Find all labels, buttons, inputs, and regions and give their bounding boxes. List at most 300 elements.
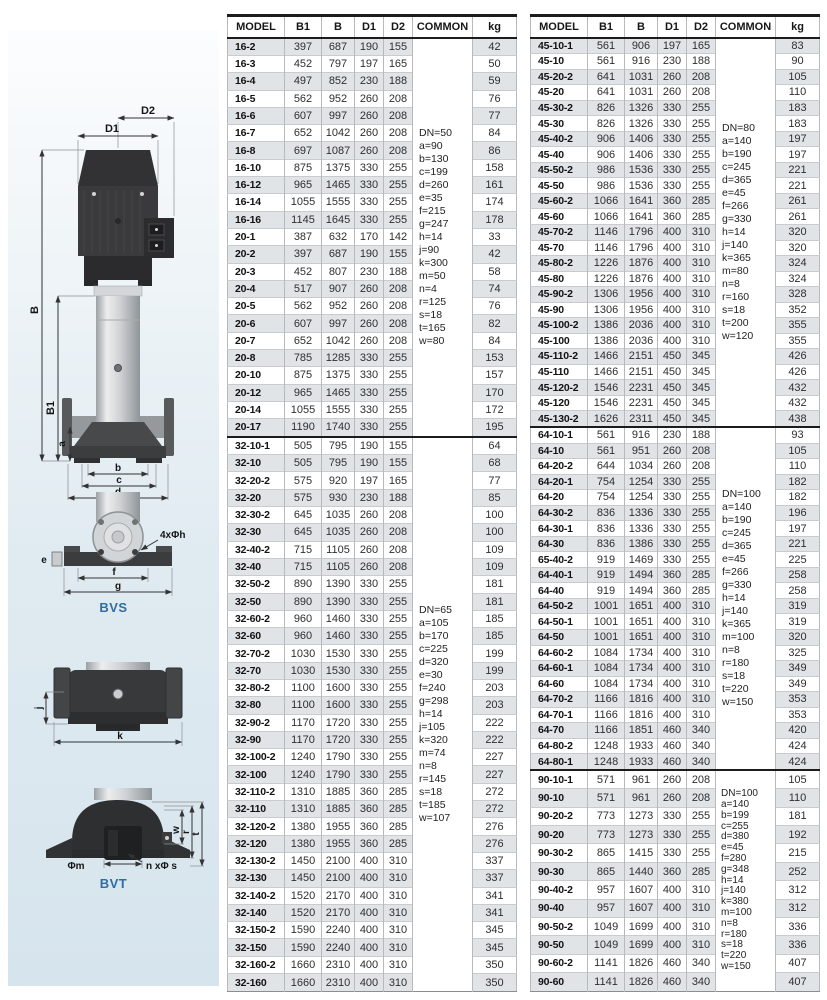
model-cell: 16-12 (228, 177, 285, 194)
model-cell: 32-90-2 (228, 714, 285, 731)
weight-cell: 174 (473, 194, 517, 211)
model-cell: 32-160 (228, 974, 285, 992)
weight-cell: 432 (776, 380, 820, 396)
dimension-cell: 208 (384, 142, 413, 159)
model-cell: 32-20-2 (228, 472, 285, 489)
model-cell: 45-70 (531, 240, 588, 256)
table-row (228, 211, 517, 228)
dimension-cell: 260 (355, 142, 384, 159)
table-row (531, 614, 820, 630)
dimension-cell: 330 (658, 147, 687, 163)
column-header-b1: B1 (285, 16, 322, 38)
dimension-cell: 208 (384, 558, 413, 575)
dimension-cell: 230 (658, 427, 687, 443)
dimension-cell: 330 (355, 177, 384, 194)
dimension-cell: 400 (658, 881, 687, 899)
bvt-base-drawing (8, 788, 219, 888)
dimension-cell: 1415 (625, 844, 658, 862)
table-row (531, 536, 820, 552)
header-row (228, 16, 517, 38)
dimension-cell: 260 (355, 541, 384, 558)
dimension-cell: 255 (687, 147, 716, 163)
weight-cell: 221 (776, 536, 820, 552)
dimension-cell: 255 (687, 807, 716, 825)
dimension-cell: 400 (658, 936, 687, 954)
dimension-cell: 360 (355, 835, 384, 852)
dimension-cell: 890 (285, 576, 322, 593)
common-dimensions-cell: DN=80 a=140 b=190 c=245 d=365 e=45 f=266 g=330 h=14 j=140 k=365 m=80 n=8 r=160 s=18 t=200 w=120 (716, 38, 776, 427)
model-cell: 45-130-2 (531, 411, 588, 427)
base-side-drawing (8, 662, 219, 757)
dimension-cell: 1956 (625, 302, 658, 318)
model-cell: 32-70 (228, 662, 285, 679)
model-cell: 45-90-2 (531, 287, 588, 303)
weight-cell: 153 (473, 350, 517, 367)
table-row (531, 707, 820, 723)
dimension-cell: 208 (384, 541, 413, 558)
dimension-cell: 2231 (625, 395, 658, 411)
dimension-cell: 310 (687, 256, 716, 272)
dimension-cell: 826 (588, 100, 625, 116)
weight-cell: 341 (473, 887, 517, 904)
dimension-cell: 754 (588, 474, 625, 490)
dimension-cell: 285 (687, 583, 716, 599)
dimension-cell: 960 (285, 610, 322, 627)
dimension-cell: 310 (687, 676, 716, 692)
model-cell: 64-30-2 (531, 505, 588, 521)
weight-cell: 272 (473, 801, 517, 818)
dimension-cell: 400 (658, 224, 687, 240)
column-header-model: MODEL (531, 16, 588, 38)
table-row (228, 749, 517, 766)
model-cell: 16-7 (228, 125, 285, 142)
dimension-cell: 1306 (588, 302, 625, 318)
common-dimensions-cell: DN=100 a=140 b=190 c=245 d=365 e=45 f=266 g=330 h=14 j=140 k=365 m=100 n=8 r=180 s=18 t=220 w=150 (716, 427, 776, 770)
weight-cell: 320 (776, 240, 820, 256)
dimension-cell: 1066 (588, 209, 625, 225)
model-cell: 32-160-2 (228, 956, 285, 973)
table-row (531, 240, 820, 256)
dimension-cell: 340 (687, 754, 716, 770)
model-cell: 32-150 (228, 939, 285, 956)
model-cell: 45-40 (531, 147, 588, 163)
weight-cell: 337 (473, 852, 517, 869)
column-header-b: B (322, 16, 355, 38)
dimension-cell: 1001 (588, 629, 625, 645)
dimension-cell: 450 (658, 380, 687, 396)
dimension-cell: 170 (355, 228, 384, 245)
dimension-cell: 1084 (588, 645, 625, 661)
dimension-cell: 2036 (625, 318, 658, 334)
table-row (228, 541, 517, 558)
weight-cell: 93 (776, 427, 820, 443)
weight-cell: 172 (473, 401, 517, 418)
model-cell: 45-100-2 (531, 318, 588, 334)
column-header-d2: D2 (384, 16, 413, 38)
model-cell: 64-20-1 (531, 474, 588, 490)
dimension-cell: 310 (687, 302, 716, 318)
dimension-cell: 310 (384, 904, 413, 921)
dimension-cell: 340 (687, 738, 716, 754)
dimension-cell: 255 (384, 194, 413, 211)
weight-cell: 272 (473, 783, 517, 800)
weight-cell: 424 (776, 754, 820, 770)
dimension-cell: 330 (355, 645, 384, 662)
pump-column (94, 286, 142, 422)
dimension-cell: 1645 (322, 211, 355, 228)
dimension-cell: 505 (285, 455, 322, 472)
dimension-cell: 340 (687, 954, 716, 972)
weight-cell: 252 (776, 862, 820, 880)
dimension-cell: 310 (687, 598, 716, 614)
dimension-cell: 1380 (285, 835, 322, 852)
weight-cell: 76 (473, 90, 517, 107)
weight-cell: 76 (473, 298, 517, 315)
table-row (228, 558, 517, 575)
dimension-cell: 2036 (625, 333, 658, 349)
weight-cell: 100 (473, 524, 517, 541)
weight-cell: 109 (473, 558, 517, 575)
table-row (228, 38, 517, 56)
dimension-cell: 397 (285, 38, 322, 56)
weight-cell: 185 (473, 610, 517, 627)
dimension-cell: 957 (588, 899, 625, 917)
dimension-cell: 310 (384, 887, 413, 904)
dimension-cell: 208 (687, 443, 716, 459)
weight-cell: 203 (473, 680, 517, 697)
table-row (228, 974, 517, 992)
table-row (228, 680, 517, 697)
dimension-cell: 285 (687, 209, 716, 225)
dimension-cell: 697 (285, 142, 322, 159)
model-cell: 20-2 (228, 246, 285, 263)
dimension-cell: 208 (687, 770, 716, 789)
bvs-caption: BVS (99, 600, 128, 615)
model-cell: 32-50 (228, 593, 285, 610)
dimension-cell: 400 (658, 598, 687, 614)
weight-cell: 225 (776, 552, 820, 568)
dimension-cell: 330 (658, 100, 687, 116)
dimension-cell: 1386 (625, 536, 658, 552)
weight-cell: 199 (473, 645, 517, 662)
dimension-cell: 960 (285, 628, 322, 645)
dimension-cell: 165 (384, 472, 413, 489)
dimension-cell: 916 (625, 54, 658, 70)
dimension-cell: 400 (355, 904, 384, 921)
dimension-cell: 561 (588, 443, 625, 459)
model-cell: 64-50 (531, 629, 588, 645)
dimension-cell: 1494 (625, 567, 658, 583)
weight-cell: 276 (473, 835, 517, 852)
dimension-cell: 1380 (285, 818, 322, 835)
model-cell: 32-100 (228, 766, 285, 783)
dimension-cell: 797 (322, 55, 355, 72)
dimension-cell: 255 (384, 645, 413, 662)
table-row (531, 844, 820, 862)
dimension-cell: 260 (658, 770, 687, 789)
weight-cell: 352 (776, 302, 820, 318)
dimension-cell: 1816 (625, 692, 658, 708)
table-row (228, 731, 517, 748)
dimension-cell: 607 (285, 315, 322, 332)
dim-label-b: b (114, 463, 122, 474)
model-cell: 45-10 (531, 54, 588, 70)
dimension-cell: 1375 (322, 367, 355, 384)
dimension-cell: 197 (355, 472, 384, 489)
dimension-cell: 1699 (625, 936, 658, 954)
dimension-cell: 1851 (625, 723, 658, 739)
table-row (228, 662, 517, 679)
dimension-cell: 330 (658, 474, 687, 490)
weight-cell: 85 (473, 489, 517, 506)
dimension-cell: 1001 (588, 614, 625, 630)
dimension-cell: 1386 (588, 333, 625, 349)
table-row (531, 770, 820, 789)
dimension-cell: 1440 (625, 862, 658, 880)
model-cell: 20-5 (228, 298, 285, 315)
dimension-cell: 400 (658, 676, 687, 692)
dimension-cell: 255 (384, 593, 413, 610)
model-cell: 20-10 (228, 367, 285, 384)
dimension-cell: 1406 (625, 147, 658, 163)
dimension-cell: 330 (355, 766, 384, 783)
bolt-note-label: n xΦ s (146, 861, 177, 872)
dimension-cell: 1641 (625, 193, 658, 209)
dimension-cell: 208 (687, 459, 716, 475)
table-row (531, 116, 820, 132)
dimension-cell: 1460 (322, 628, 355, 645)
dimension-cell: 951 (625, 443, 658, 459)
dimension-cell: 260 (355, 280, 384, 297)
model-cell: 32-140 (228, 904, 285, 921)
weight-cell: 227 (473, 749, 517, 766)
dimension-cell: 310 (384, 974, 413, 992)
model-cell: 16-4 (228, 73, 285, 90)
dimension-cell: 255 (687, 162, 716, 178)
weight-cell: 68 (473, 455, 517, 472)
dimension-cell: 961 (625, 770, 658, 789)
dimension-cell: 208 (687, 69, 716, 85)
table-row (531, 521, 820, 537)
dimension-cell: 255 (384, 177, 413, 194)
dimension-cell: 1734 (625, 676, 658, 692)
dimension-cell: 255 (384, 749, 413, 766)
table-row (531, 552, 820, 568)
dimension-cell: 310 (687, 707, 716, 723)
dimension-cell: 1226 (588, 256, 625, 272)
column-header-common: COMMON (413, 16, 473, 38)
dimension-cell: 360 (658, 193, 687, 209)
dimension-cell: 1035 (322, 524, 355, 541)
dimension-cell: 571 (588, 789, 625, 807)
table-row (531, 131, 820, 147)
dimension-cell: 400 (658, 271, 687, 287)
table-row (531, 505, 820, 521)
dimension-cell: 208 (384, 107, 413, 124)
dimension-cell: 1001 (588, 598, 625, 614)
dimension-cell: 310 (687, 899, 716, 917)
model-cell: 20-8 (228, 350, 285, 367)
dimension-cell: 1626 (588, 411, 625, 427)
dimension-cell: 1390 (322, 593, 355, 610)
model-cell: 32-120 (228, 835, 285, 852)
table-row (228, 177, 517, 194)
dimension-cell: 400 (658, 629, 687, 645)
table-row (531, 676, 820, 692)
dimension-cell: 1254 (625, 490, 658, 506)
model-cell: 20-7 (228, 332, 285, 349)
dimension-cell: 452 (285, 263, 322, 280)
dim-label-g: g (114, 581, 122, 592)
dimension-cell: 255 (384, 766, 413, 783)
dimension-cell: 1166 (588, 692, 625, 708)
dimension-cell: 836 (588, 521, 625, 537)
table-row (531, 789, 820, 807)
dimension-cell: 986 (588, 178, 625, 194)
table-row (228, 298, 517, 315)
table-row (228, 593, 517, 610)
dimension-cell: 1141 (588, 954, 625, 972)
common-dimensions-cell: DN=100 a=140 b=199 c=255 d=380 e=45 f=280 g=348 h=14 j=140 k=380 m=100 n=8 r=180 s=18 t=220 w=150 (716, 770, 776, 992)
dimension-cell: 330 (355, 593, 384, 610)
dimension-cell: 285 (687, 567, 716, 583)
table-row (228, 401, 517, 418)
model-cell: 16-5 (228, 90, 285, 107)
dimension-cell: 1555 (322, 194, 355, 211)
dimension-cell: 561 (588, 427, 625, 443)
weight-cell: 345 (473, 939, 517, 956)
dimension-cell: 1740 (322, 419, 355, 437)
weight-cell: 105 (776, 770, 820, 789)
model-cell: 90-10-1 (531, 770, 588, 789)
table-row (531, 459, 820, 475)
weight-cell: 105 (776, 443, 820, 459)
weight-cell: 195 (473, 419, 517, 437)
weight-cell: 261 (776, 209, 820, 225)
table-row (531, 723, 820, 739)
dimension-cell: 208 (384, 524, 413, 541)
table-row (531, 54, 820, 70)
model-cell: 45-20-2 (531, 69, 588, 85)
dimension-cell: 330 (355, 610, 384, 627)
dimension-cell: 715 (285, 558, 322, 575)
model-cell: 16-14 (228, 194, 285, 211)
dimension-cell: 460 (658, 973, 687, 992)
dimension-cell: 155 (384, 38, 413, 56)
table-row (228, 628, 517, 645)
dimension-cell: 1055 (285, 401, 322, 418)
table-row (228, 870, 517, 887)
dimension-cell: 285 (384, 835, 413, 852)
dimension-cell: 2100 (322, 852, 355, 869)
dimension-cell: 330 (355, 680, 384, 697)
dimension-cell: 1660 (285, 974, 322, 992)
model-cell: 45-120 (531, 395, 588, 411)
weight-cell: 59 (473, 73, 517, 90)
dimension-cell: 773 (588, 826, 625, 844)
weight-cell: 355 (776, 318, 820, 334)
weight-cell: 157 (473, 367, 517, 384)
table-row (228, 384, 517, 401)
spec-table-right (530, 14, 820, 992)
table-row (228, 697, 517, 714)
model-cell: 32-110 (228, 801, 285, 818)
weight-cell: 86 (473, 142, 517, 159)
model-cell: 16-10 (228, 159, 285, 176)
dimension-cell: 330 (658, 116, 687, 132)
table-row (228, 489, 517, 506)
dimension-cell: 1240 (285, 766, 322, 783)
dimension-cell: 260 (658, 85, 687, 101)
dimension-cell: 310 (687, 614, 716, 630)
dimension-cell: 715 (285, 541, 322, 558)
dimension-cell: 1030 (285, 662, 322, 679)
table-row (228, 852, 517, 869)
weight-cell: 336 (776, 917, 820, 935)
dimension-cell: 754 (588, 490, 625, 506)
dimension-cell: 2170 (322, 904, 355, 921)
bolt-note-label: 4xΦh (160, 530, 186, 541)
dimension-cell: 1105 (322, 558, 355, 575)
dimension-cell: 340 (687, 973, 716, 992)
table-row (531, 302, 820, 318)
weight-cell: 82 (473, 315, 517, 332)
dimension-cell: 1170 (285, 731, 322, 748)
weight-cell: 261 (776, 193, 820, 209)
dimension-cell: 400 (658, 333, 687, 349)
dimension-cell: 852 (322, 73, 355, 90)
dimension-cell: 330 (658, 521, 687, 537)
dimension-cell: 1520 (285, 887, 322, 904)
dimension-cell: 165 (687, 38, 716, 54)
table-row (228, 507, 517, 524)
dimension-cell: 255 (384, 419, 413, 437)
weight-cell: 181 (473, 576, 517, 593)
weight-cell: 426 (776, 349, 820, 365)
table-row (531, 807, 820, 825)
dimension-cell: 1460 (322, 610, 355, 627)
model-cell: 32-90 (228, 731, 285, 748)
weight-cell: 109 (473, 541, 517, 558)
dimension-cell: 255 (384, 159, 413, 176)
table-row (531, 85, 820, 101)
model-cell: 45-20 (531, 85, 588, 101)
dimension-cell: 1590 (285, 939, 322, 956)
table-row (531, 973, 820, 992)
dimension-cell: 310 (687, 333, 716, 349)
model-cell: 32-40 (228, 558, 285, 575)
dimension-cell: 1273 (625, 807, 658, 825)
dimension-cell: 1285 (322, 350, 355, 367)
dimension-cell: 450 (658, 349, 687, 365)
dimension-cell: 330 (355, 628, 384, 645)
column-header-d1: D1 (658, 16, 687, 38)
dimension-cell: 400 (658, 645, 687, 661)
dimension-cell: 208 (384, 90, 413, 107)
dimension-cell: 1607 (625, 899, 658, 917)
dimension-cell: 961 (625, 789, 658, 807)
model-cell: 64-60-2 (531, 645, 588, 661)
dimension-cell: 919 (588, 583, 625, 599)
table-row (228, 367, 517, 384)
dimension-cell: 460 (658, 723, 687, 739)
model-cell: 90-20-2 (531, 807, 588, 825)
weight-cell: 276 (473, 818, 517, 835)
table-row (228, 922, 517, 939)
dimension-cell: 208 (384, 315, 413, 332)
weight-cell: 350 (473, 974, 517, 992)
dimension-cell: 1885 (322, 801, 355, 818)
